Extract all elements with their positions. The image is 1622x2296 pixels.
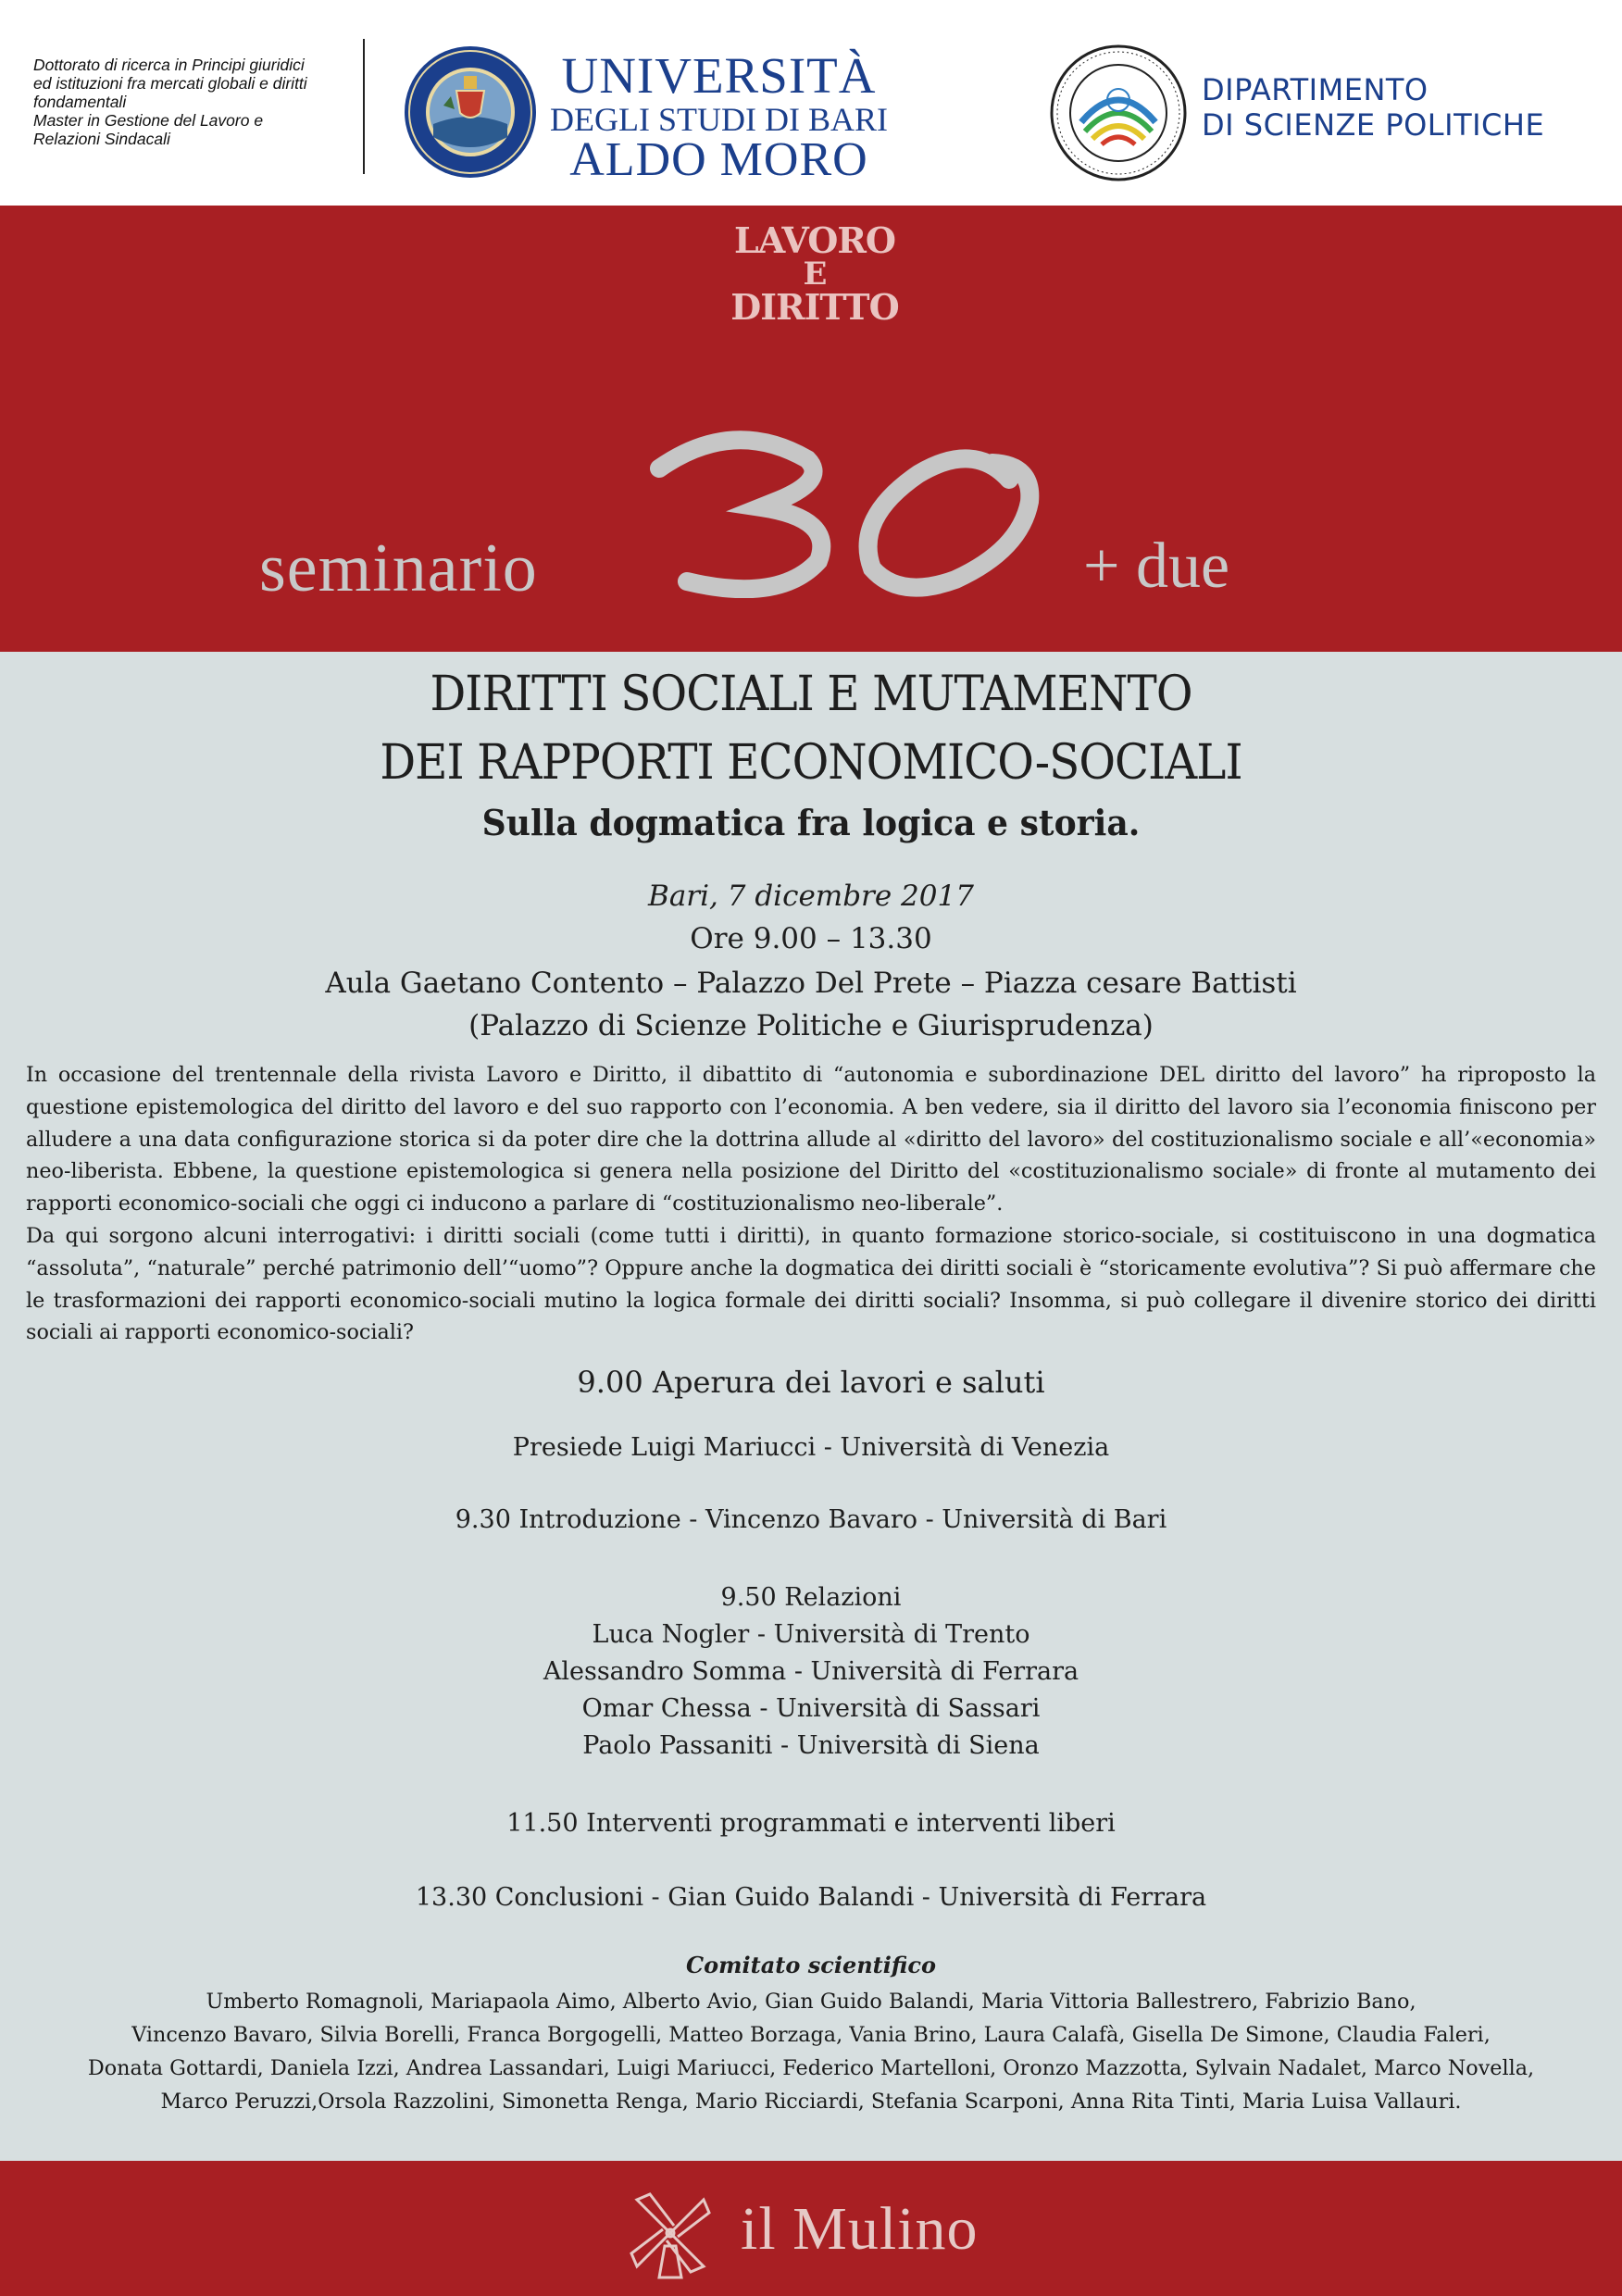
dottorato-line: Dottorato di ricerca in Principi giuridici (33, 56, 305, 74)
program-chair: Presiede Luigi Mariucci - Università di Venezia (512, 1433, 1110, 1462)
university-name (550, 47, 888, 186)
comitato-line: Umberto Romagnoli, Mariapaola Aimo, Alberto Avio, Gian Guido Balandi, Maria Vittoria Ballestrero, Fabrizio Bano, (206, 1990, 1416, 2014)
main-title-line1: DIRITTI SOCIALI E MUTAMENTO (430, 667, 1192, 722)
program-speaker: Alessandro Somma - Università di Ferrara (543, 1657, 1079, 1686)
program-relazioni-title: 9.50 Relazioni (720, 1583, 902, 1612)
dottorato-info (33, 56, 339, 148)
header-divider (363, 39, 365, 174)
publisher-name: il Mulino (741, 2195, 979, 2263)
logo-line3: DIRITTO (730, 286, 899, 328)
department-name-line1: DIPARTIMENTO (1202, 72, 1429, 107)
department-name (1202, 72, 1544, 143)
description-paragraph: In occasione del trentennale della rivista Lavoro e Diritto, il dibattito di “autonomia e subordinazione DEL diritto del lavoro” ha riproposto la questione epistemologica del diritto del lavoro e del suo rapporto con l’economia. A ben vedere, sia il diritto del lavoro sia l’economia finiscono per alludere a una data configurazione storica si da poter dire che la dottrina allude al «diritto del lavoro» del costituzionalismo sociale e all’«economia» neo-liberista. Ebbene, la questione epistemologica si genera nella posizione del Diritto del «costituzionalismo sociale» di fronte al mutamento dei rapporti economico-sociali che oggi ci inducono a parlare di “costituzionalismo neo-liberale”. (26, 1063, 1596, 1217)
dottorato-line: Relazioni Sindacali (33, 130, 170, 148)
program-speaker: Omar Chessa - Università di Sassari (581, 1694, 1041, 1723)
comitato-title: Comitato scientifico (686, 1952, 936, 1978)
event-location-building: (Palazzo di Scienze Politiche e Giurisprudenza) (468, 1009, 1154, 1042)
university-name-line1: UNIVERSITÀ (561, 47, 877, 104)
program-speaker: Paolo Passaniti - Università di Siena (582, 1731, 1040, 1760)
logo-line1: LAVORO (733, 219, 896, 261)
event-location: Aula Gaetano Contento – Palazzo Del Prete – Piazza cesare Battisti (325, 967, 1297, 1000)
comitato-line: Marco Peruzzi,Orsola Razzolini, Simonetta Renga, Mario Ricciardi, Stefania Scarponi, Anna Rita Tinti, Maria Luisa Vallauri. (160, 2090, 1462, 2114)
university-name-line3: ALDO MORO (569, 133, 868, 186)
thirty-brush-glyph (622, 422, 1104, 598)
thirty-number (622, 422, 1104, 598)
header (0, 0, 1622, 206)
program-intro: 9.30 Introduzione - Vincenzo Bavaro - Università di Bari (455, 1505, 1167, 1534)
department-seal-icon (1050, 44, 1187, 181)
program-speaker: Luca Nogler - Università di Trento (592, 1620, 1030, 1649)
university-seal-icon (403, 44, 538, 180)
description-paragraph: Da qui sorgono alcuni interrogativi: i diritti sociali (come tutti i diritti), in quanto formazione storico-sociale, si costituiscono in una dogmatica “assoluta”, “naturale” perché patrimonio dell’“uomo”? Oppure anche la dogmatica dei diritti sociali è “storicamente evolutiva”? Si può affermare che le trasformazioni dei rapporti economico-sociali mutino la logica formale dei diritti sociali? Insomma, si può collegare il divenire storico dei diritti sociali ai rapporti economico-sociali? (26, 1223, 1596, 1345)
comitato-line: Vincenzo Bavaro, Silvia Borelli, Franca Borgogelli, Matteo Borzaga, Vania Brino, Laura Calafà, Gisella De Simone, Claudia Faleri, (131, 2023, 1491, 2047)
program-conclusioni: 13.30 Conclusioni - Gian Guido Balandi - Università di Ferrara (415, 1883, 1207, 1912)
dottorato-line: ed istituzioni fra mercati globali e diritti (33, 74, 307, 93)
event-time: Ore 9.00 – 13.30 (690, 922, 932, 955)
program-interventi: 11.50 Interventi programmati e interventi liberi (506, 1809, 1116, 1838)
main-title-line2: DEI RAPPORTI ECONOMICO-SOCIALI (380, 735, 1242, 791)
windmill-icon (622, 2185, 718, 2281)
logo-line2: E (803, 256, 827, 293)
description (26, 1059, 1596, 1349)
subtitle: Sulla dogmatica fra logica e storia. (481, 802, 1141, 843)
department-name-line2: DI SCIENZE POLITICHE (1202, 107, 1545, 143)
dottorato-line: fondamentali (33, 93, 127, 111)
event-date: Bari, 7 dicembre 2017 (648, 880, 974, 913)
lavoro-diritto-logo (704, 219, 926, 328)
comitato-line: Donata Gottardi, Daniela Izzi, Andrea Lassandari, Luigi Mariucci, Federico Martelloni, Oronzo Mazzotta, Sylvain Nadalet, Marco Novella, (87, 2056, 1535, 2080)
dottorato-line: Master in Gestione del Lavoro e (33, 111, 264, 130)
comitato-members (20, 1985, 1602, 2118)
university-name-line2: DEGLI STUDI DI BARI (550, 101, 888, 138)
plus-due-label: + due (1083, 530, 1230, 602)
program-opening: 9.00 Aperura dei lavori e saluti (577, 1365, 1045, 1400)
seminario-label: seminario (259, 530, 538, 606)
